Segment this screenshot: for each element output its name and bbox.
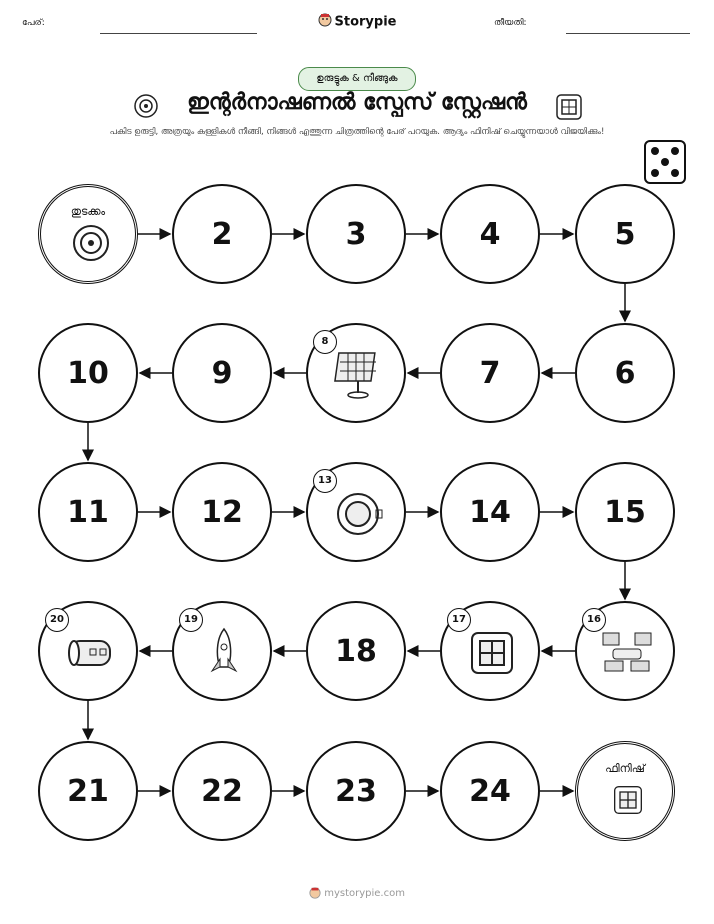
board-cell-2 [172,184,272,284]
cell-number: 11 [67,494,109,530]
board-cell-5 [575,184,675,284]
board-cell-4 [440,184,540,284]
board-cell-8 [306,323,406,423]
space-station-icon [597,623,657,687]
finish-cell [575,741,675,841]
board-cell-22 [172,741,272,841]
board-cell-14 [440,462,540,562]
window-icon [608,780,648,824]
cell-number: 6 [614,355,636,391]
cell-number-tag: 17 [447,608,471,632]
footer-logo-icon [309,888,324,899]
rocket-icon [194,623,254,687]
board-cell-12 [172,462,272,562]
cell-number: 15 [604,494,646,530]
cell-number: 22 [201,773,243,809]
footer [0,887,714,899]
instructions: പകിട ഉരുട്ടി, അത്രയും കള്ളികൾ നീങ്ങി, നിങ്ങൾ എത്തുന്ന ചിത്രത്തിന്റെ പേര് പറയുക. ആദ്യം ഫിനിഷ് ചെയ്യുന്നയാൾ വിജയിക്കും! [109,127,605,137]
board-cell-3 [306,184,406,284]
footer-url: mystorypie.com [324,888,405,899]
board-cell-18 [306,601,406,701]
cell-number-tag: 19 [179,608,203,632]
board-cell-17 [440,601,540,701]
board-cell-21 [38,741,138,841]
cell-number: 24 [469,773,511,809]
start-label: തുടക്കം [70,205,106,218]
board-cell-10 [38,323,138,423]
board-cell-19 [172,601,272,701]
cell-number: 5 [614,216,636,252]
board-cell-13 [306,462,406,562]
cell-number: 18 [335,633,377,669]
page-title: ഇന്റർനാഷണൽ സ്പേസ് സ്റ്റേഷൻ [187,90,527,115]
name-label: പേര്: [22,18,45,28]
cell-number: 9 [211,355,233,391]
window-icon [462,623,522,687]
board-cell-7 [440,323,540,423]
solar-panel-icon [328,345,388,409]
date-label: തീയതി: [494,18,527,28]
cell-number: 21 [67,773,109,809]
module-icon [60,623,120,687]
cell-number: 3 [345,216,367,252]
board-cell-11 [38,462,138,562]
cell-number-tag: 8 [313,330,337,354]
board-cell-15 [575,462,675,562]
cell-number: 23 [335,773,377,809]
cell-number: 12 [201,494,243,530]
start-cell [38,184,138,284]
board-cell-20 [38,601,138,701]
cell-number: 4 [479,216,501,252]
cell-number: 14 [469,494,511,530]
board-cell-16 [575,601,675,701]
finish-label: ഫിനിഷ് [605,762,645,775]
cell-number: 7 [479,355,501,391]
cell-number-tag: 20 [45,608,69,632]
cell-number-tag: 13 [313,469,337,493]
porthole-icon [328,484,388,548]
cell-number: 2 [211,216,233,252]
cell-number-tag: 16 [582,608,606,632]
board-cell-24 [440,741,540,841]
board-cell-9 [172,323,272,423]
activity-badge: ഉരുട്ടുക & നീങ്ങുക [298,67,416,91]
cell-number: 10 [67,355,109,391]
brand-name: Storypie [334,14,397,30]
board-cell-6 [575,323,675,423]
board-cell-23 [306,741,406,841]
hatch-wheel-icon [71,223,111,267]
